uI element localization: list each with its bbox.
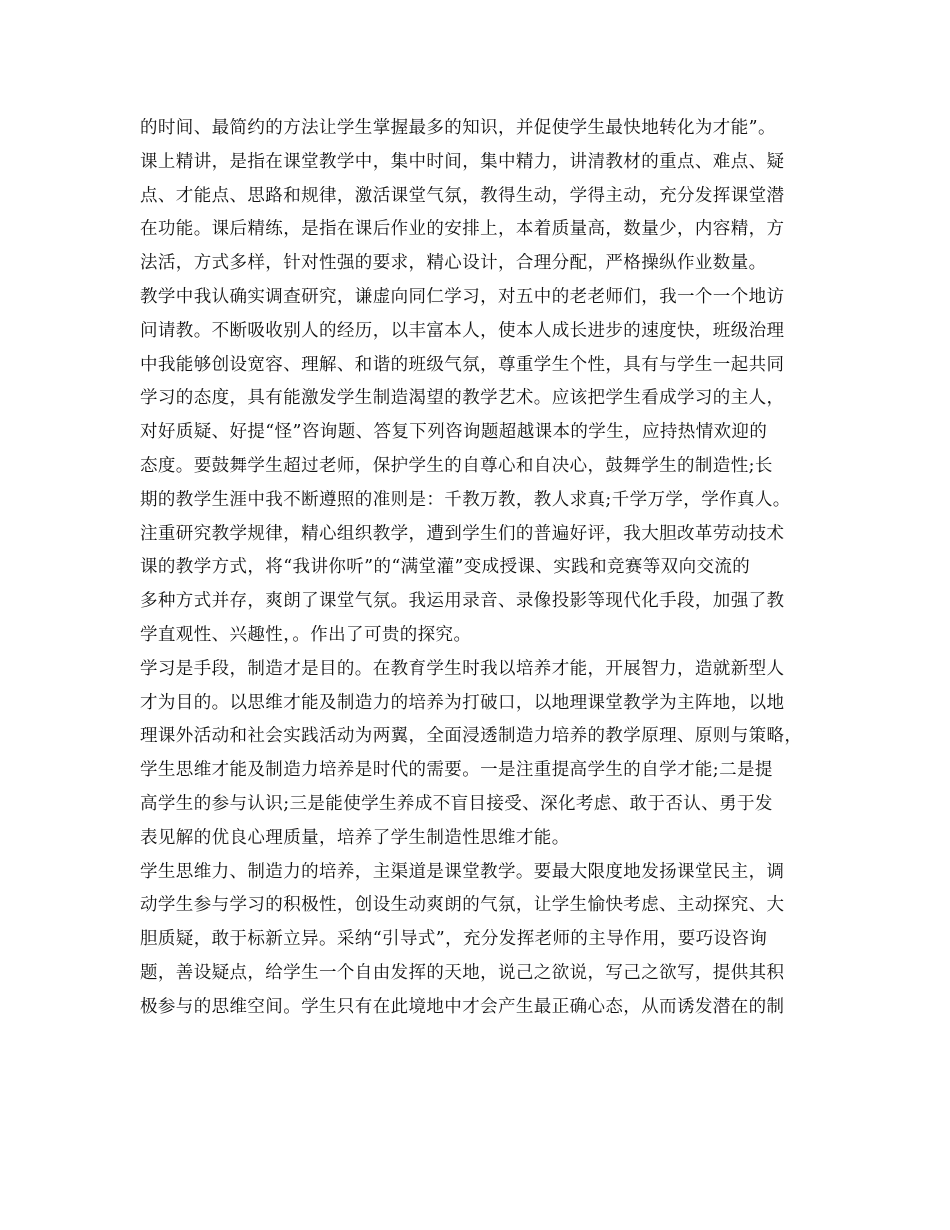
text-line: 学生思维才能及制造力培养是时代的需要。一是注重提高学生的自学才能;二是提 [140,760,773,781]
text-line: 问请教。不断吸收别人的经历，以丰富本人，使本人成长进步的速度快，班级治理 [140,320,785,341]
text-line: 注重研究教学规律，精心组织教学，遭到学生们的普遍好评，我大胆改革劳动技术 [140,523,785,544]
text-line: 题，善设疑点，给学生一个自由发挥的天地，说己之欲说，写己之欲写，提供其积 [140,962,785,983]
text-line: 点、才能点、思路和规律，激活课堂气氛，教得生动，学得主动，充分发挥课堂潜 [140,185,785,206]
text-line: 的时间、最简约的方法让学生掌握最多的知识，并促使学生最快地转化为才能”。 [140,118,776,138]
text-line: 课上精讲，是指在课堂教学中，集中时间，集中精力，讲清教材的重点、难点、疑 [140,151,785,172]
text-line: 对好质疑、好提“怪”咨询题、答复下列咨询题超越课本的学生，应持热情欢迎的 [140,422,768,443]
text-line: 高学生的参与认识;三是能使学生养成不盲目接受、深化考虑、敢于否认、勇于发 [140,793,773,814]
text-line: 学生思维力、制造力的培养，主渠道是课堂教学。要最大限度地发扬课堂民主，调 [140,861,785,882]
text-line: 极参与的思维空间。学生只有在此境地中才会产生最正确心态，从而诱发潜在的制 [140,996,785,1017]
document-body [140,112,820,1025]
text-line: 多种方式并存，爽朗了课堂气氛。我运用录音、录像投影等现代化手段，加强了教 [140,591,785,612]
text-line: 才为目的。以思维才能及制造力的培养为打破口，以地理课堂教学为主阵地，以地 [140,692,785,713]
text-line: 动学生参与学习的积极性，创设生动爽朗的气氛，让学生愉快考虑、主动探究、大 [140,895,785,916]
text-line: 学直观性、兴趣性，。作出了可贵的探究。 [140,624,472,645]
text-line: 法活，方式多样，针对性强的要求，精心设计，合理分配，严格操纵作业数量。 [140,253,767,274]
text-line: 期的教学生涯中我不断遵照的准则是：千教万教，教人求真;千学万学，学作真人。 [140,489,791,510]
text-line: 教学中我认确实调查研究，谦虚向同仁学习，对五中的老老师们，我一个一个地访 [140,286,785,307]
text-line: 在功能。课后精练，是指在课后作业的安排上，本着质量高，数量少，内容精，方 [140,219,785,240]
text-line: 学习是手段，制造才是目的。在教育学生时我以培养才能，开展智力，造就新型人 [140,658,785,679]
text-line: 学习的态度，具有能激发学生制造渴望的教学艺术。应该把学生看成学习的主人， [140,388,785,409]
text-line: 态度。要鼓舞学生超过老师，保护学生的自尊心和自决心，鼓舞学生的制造性;长 [140,455,773,476]
text-line: 理课外活动和社会实践活动为两翼，全面浸透制造力培养的教学原理、原则与策略， [140,726,803,747]
text-line: 中我能够创设宽容、理解、和谐的班级气氛，尊重学生个性，具有与学生一起共同 [140,354,785,375]
text-line: 课的教学方式，将“我讲你听”的“满堂灌”变成授课、实践和竞赛等双向交流的 [140,557,751,578]
text-line: 表见解的优良心理质量，培养了学生制造性思维才能。 [140,827,570,848]
text-line: 胆质疑，敢于标新立异。采纳“引导式”，充分发挥老师的主导作用，要巧设咨询 [140,929,768,950]
